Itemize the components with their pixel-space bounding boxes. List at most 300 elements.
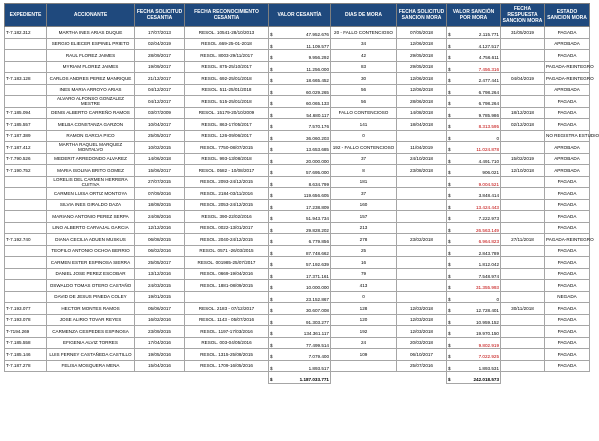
cell-valor-sancion: $ 4.127.517	[447, 38, 501, 50]
cell-fecha-respuesta	[501, 268, 545, 280]
cell-fecha-solicitud-sancion	[397, 176, 447, 188]
cell-fecha-solicitud: 17/07/2013	[135, 27, 185, 39]
cell-valor-sancion: $ 8.313.595	[447, 119, 501, 131]
header-fecha-solicitud-cesantia: FECHA SOLICITUD CESANTIA	[135, 4, 185, 27]
cell-accionante: HECTOR MONTES RAMOS	[47, 303, 135, 315]
cell-accionante: TEOFILO ANTONIO OCHOA BERRIO	[47, 245, 135, 257]
cell-estado: PAGADA	[545, 326, 590, 338]
cell-accionante: ALVARO ALFONSO GONZALEZ MESTRE	[47, 96, 135, 108]
cell-expediente: T-7.183.128	[5, 73, 47, 85]
cell-fecha-solicitud: 17/04/2016	[135, 337, 185, 349]
cell-estado: PAGADA	[545, 280, 590, 292]
cell-fecha-respuesta: 04/04/2019	[501, 73, 545, 85]
cell-fecha-reconocimiento: RESOL. 515-25/01/2018	[185, 96, 269, 108]
cell-fecha-solicitud-sancion: 14/08/2018	[397, 107, 447, 119]
cell-valor-cesantia: $ 13.653.685	[269, 142, 331, 154]
cell-fecha-solicitud-sancion: 20/03/2018	[397, 337, 447, 349]
cell-valor-sancion: $ 6.798.264	[447, 96, 501, 108]
cell-fecha-respuesta	[501, 222, 545, 234]
cell-valor-sancion: $ 4.756.611	[447, 50, 501, 62]
cell-fecha-solicitud-sancion: 12/03/2018	[397, 303, 447, 315]
cell-dias-mora: 37	[331, 188, 397, 200]
cell-estado: PAGADA-REINTEGRO	[545, 61, 590, 73]
cell-valor-cesantia: $ 30.607.008	[269, 303, 331, 315]
table-row	[5, 257, 590, 269]
cell-valor-cesantia: $ 17.371.161	[269, 268, 331, 280]
cell-valor-cesantia: $ 7.079.400	[269, 349, 331, 361]
cell-dias-mora: 192 - FALLO CONTENCIOSO	[331, 142, 397, 154]
cell-valor-sancion: $ 7.022.925	[447, 349, 501, 361]
cell-accionante: CARMENZA CESPEDES ESPINOSA	[47, 326, 135, 338]
cell-dias-mora: 16	[331, 257, 397, 269]
cell-valor-sancion: $ 2.843.789	[447, 245, 501, 257]
cell-valor-cesantia: $ 119.656.605	[269, 188, 331, 200]
cell-fecha-solicitud: 15/04/2016	[135, 360, 185, 372]
cell-fecha-respuesta	[501, 38, 545, 50]
cell-dias-mora: 278	[331, 234, 397, 246]
cell-expediente	[5, 96, 47, 108]
cell-fecha-solicitud: 23/09/2015	[135, 326, 185, 338]
table-row	[5, 38, 590, 50]
cell-fecha-solicitud: 24/03/2015	[135, 280, 185, 292]
cell-valor-cesantia: $ 87.748.662	[269, 245, 331, 257]
cell-valor-sancion: $ 2.115.771	[447, 27, 501, 39]
cell-expediente	[5, 61, 47, 73]
cell-expediente: T-7.187.412	[5, 142, 47, 154]
sancion-mora-table	[4, 3, 599, 384]
cell-valor-sancion: $ 13.424.443	[447, 199, 501, 211]
cell-fecha-reconocimiento: RESOL .669-25-01-2018	[185, 38, 269, 50]
cell-dias-mora: 25	[331, 245, 397, 257]
table-row	[5, 73, 590, 85]
cell-fecha-reconocimiento: RESOL. 8003-29/11/2017	[185, 50, 269, 62]
cell-fecha-solicitud: 07/09/2016	[135, 188, 185, 200]
cell-accionante: INES MARIA ARROYO ARIAS	[47, 84, 135, 96]
cell-fecha-reconocimiento: RESOL. 0582 - 10/08/2017	[185, 165, 269, 177]
cell-valor-sancion: $ 4.491.710	[447, 153, 501, 165]
cell-valor-sancion: $ 26.563.149	[447, 222, 501, 234]
cell-dias-mora	[331, 360, 397, 372]
cell-fecha-respuesta	[501, 130, 545, 142]
cell-estado: PAGADA	[545, 245, 590, 257]
cell-valor-cesantia: $ 23.152.867	[269, 291, 331, 303]
cell-fecha-solicitud: 21/12/2017	[135, 73, 185, 85]
cell-dias-mora: 56	[331, 84, 397, 96]
cell-valor-cesantia: $ 1.893.517	[269, 360, 331, 372]
header-estado-sancion: ESTADO SANCION MORA	[545, 4, 590, 27]
cell-fecha-solicitud-sancion: 18/04/2018	[397, 119, 447, 131]
cell-dias-mora: 34	[331, 38, 397, 50]
cell-expediente	[5, 176, 47, 188]
cell-valor-sancion: $ 31.355.993	[447, 280, 501, 292]
cell-fecha-solicitud: 28/09/2017	[135, 50, 185, 62]
cell-fecha-respuesta	[501, 280, 545, 292]
table-row	[5, 96, 590, 108]
cell-fecha-reconocimiento: RESOL. 0022-13/01/2017	[185, 222, 269, 234]
cell-fecha-solicitud: 05/06/2017	[135, 303, 185, 315]
cell-valor-sancion: $ 7.456.316	[447, 61, 501, 73]
cell-fecha-solicitud: 06/08/2015	[135, 234, 185, 246]
cell-accionante: MARTHA INES ARIAS DUQUE	[47, 27, 135, 39]
cell-expediente	[5, 211, 47, 223]
cell-expediente: T-7.185.558	[5, 337, 47, 349]
cell-valor-cesantia: $ 18.665.452	[269, 73, 331, 85]
cell-valor-cesantia: $ 7.570.176	[269, 119, 331, 131]
header-accionante: ACCIONANTE	[47, 4, 135, 27]
cell-fecha-solicitud: 10/02/2015	[135, 142, 185, 154]
cell-dias-mora: 181	[331, 176, 397, 188]
cell-valor-sancion: $ 9.802.919	[447, 337, 501, 349]
cell-expediente	[5, 245, 47, 257]
total-valor-sancion: $ 242.018.573	[447, 372, 501, 384]
cell-dias-mora: 120	[331, 314, 397, 326]
cell-valor-cesantia: $ 60.065.133	[269, 96, 331, 108]
cell-fecha-respuesta: 15/02/2019	[501, 153, 545, 165]
cell-expediente	[5, 50, 47, 62]
cell-dias-mora: 413	[331, 280, 397, 292]
cell-dias-mora: 30	[331, 73, 397, 85]
cell-valor-cesantia: $ 29.828.202	[269, 222, 331, 234]
cell-estado: PAGADA-REINTEGRO	[545, 73, 590, 85]
cell-estado: APROBADA	[545, 38, 590, 50]
cell-fecha-respuesta	[501, 291, 545, 303]
cell-fecha-solicitud-sancion	[397, 291, 447, 303]
cell-dias-mora: 192	[331, 326, 397, 338]
cell-accionante: DENIS ALBERTO CARREÑO RAMOS	[47, 107, 135, 119]
cell-dias-mora: 8	[331, 165, 397, 177]
cell-dias-mora: 109	[331, 349, 397, 361]
cell-fecha-solicitud-sancion: 07/05/2018	[397, 27, 447, 39]
sancion-mora-table-container	[4, 3, 599, 384]
cell-fecha-solicitud-sancion: 06/10/2017	[397, 349, 447, 361]
cell-dias-mora: 141	[331, 119, 397, 131]
cell-valor-cesantia: $ 91.303.277	[269, 314, 331, 326]
cell-accionante: MYRIAM FLOREZ JAIMES	[47, 61, 135, 73]
cell-fecha-solicitud: 25/05/2017	[135, 130, 185, 142]
cell-expediente	[5, 222, 47, 234]
cell-valor-sancion: $ 6.798.264	[447, 84, 501, 96]
totals-row	[5, 372, 590, 384]
cell-valor-sancion: $ 0	[447, 130, 501, 142]
table-row	[5, 314, 590, 326]
cell-estado: PAGADA	[545, 188, 590, 200]
cell-fecha-respuesta	[501, 96, 545, 108]
table-row	[5, 280, 590, 292]
table-row	[5, 50, 590, 62]
table-row	[5, 165, 590, 177]
cell-accionante: MARTHA RAQUEL MARQUEZ MONTALVO	[47, 142, 135, 154]
cell-fecha-reconocimiento: RESOL. 2053-24/12/2015	[185, 199, 269, 211]
cell-dias-mora: FALLO CONTENCIOSO	[331, 107, 397, 119]
cell-valor-sancion: $ 0	[447, 291, 501, 303]
cell-valor-cesantia: $ 54.680.117	[269, 107, 331, 119]
table-row	[5, 107, 590, 119]
header-dias-de-mora: DIAS DE MORA	[331, 4, 397, 27]
cell-fecha-reconocimiento: RESOL. 511-25/01/2018	[185, 84, 269, 96]
table-row	[5, 130, 590, 142]
cell-dias-mora: 0	[331, 130, 397, 142]
cell-fecha-reconocimiento: RESOL. 0571 -26/03/2015	[185, 245, 269, 257]
header-fecha-reconocimiento-cesantia: FECHA RECONOCIMIENTO CESANTIA	[185, 4, 269, 27]
cell-fecha-solicitud-sancion	[397, 257, 447, 269]
cell-dias-mora: 157	[331, 211, 397, 223]
cell-fecha-reconocimiento: RESOL. 10541-28/10/2013	[185, 27, 269, 39]
cell-valor-cesantia: $ 20.000.000	[269, 153, 331, 165]
cell-fecha-respuesta	[501, 337, 545, 349]
cell-estado: APROBADA	[545, 165, 590, 177]
cell-accionante: LINO ALBERTO CARVAJAL GARCIA	[47, 222, 135, 234]
cell-valor-cesantia: $ 6.779.856	[269, 234, 331, 246]
cell-fecha-respuesta: 02/12/2018	[501, 119, 545, 131]
cell-estado: PAGADA	[545, 119, 590, 131]
cell-valor-sancion: $ 906.021	[447, 165, 501, 177]
cell-valor-sancion: $ 1.812.042	[447, 257, 501, 269]
cell-accionante: SERGIO ELIECER ESPINEL PRIETO	[47, 38, 135, 50]
cell-expediente: T-7.790.526	[5, 153, 47, 165]
cell-fecha-respuesta	[501, 360, 545, 372]
cell-fecha-reconocimiento: RESOL. 1197-17/03/2016	[185, 326, 269, 338]
cell-fecha-solicitud: 13/12/2016	[135, 268, 185, 280]
cell-expediente: T-7.185.094	[5, 107, 47, 119]
cell-valor-sancion: $ 11.024.878	[447, 142, 501, 154]
cell-dias-mora: 128	[331, 303, 397, 315]
cell-accionante: CARMEN ESTER ESPINOSA SIERRA	[47, 257, 135, 269]
cell-fecha-solicitud: 19/05/2016	[135, 349, 185, 361]
cell-fecha-solicitud: 12/12/2016	[135, 222, 185, 234]
cell-valor-cesantia: $ 51.943.734	[269, 211, 331, 223]
cell-estado: PAGADA	[545, 337, 590, 349]
cell-fecha-reconocimiento: RESOL. 2184-03/11/2016	[185, 188, 269, 200]
header-valor-cesantia: VALOR CESANTÍA	[269, 4, 331, 27]
cell-valor-sancion: $ 1.893.531	[447, 360, 501, 372]
cell-fecha-reconocimiento: RESOL. 2040-24/12/2015	[185, 234, 269, 246]
cell-estado: PAGADA	[545, 176, 590, 188]
cell-expediente	[5, 199, 47, 211]
cell-accionante: DIANA CECILIA ADUEN MUSKUS	[47, 234, 135, 246]
cell-estado: PAGADA	[545, 268, 590, 280]
cell-fecha-respuesta	[501, 349, 545, 361]
cell-fecha-reconocimiento: RESOL. 863-17/05/2017	[185, 119, 269, 131]
cell-fecha-solicitud: 04/12/2017	[135, 84, 185, 96]
cell-valor-sancion: $ 3.848.414	[447, 188, 501, 200]
cell-valor-cesantia: $ 8.634.799	[269, 176, 331, 188]
cell-estado: APROBADA	[545, 153, 590, 165]
cell-fecha-reconocimiento: RESOL. 692-25/01/2018	[185, 73, 269, 85]
cell-fecha-solicitud-sancion: 24/10/2018	[397, 153, 447, 165]
cell-estado: APROBADA	[545, 84, 590, 96]
cell-fecha-solicitud-sancion: 12/06/2018	[397, 84, 447, 96]
cell-fecha-solicitud: 15/06/2017	[135, 165, 185, 177]
cell-fecha-solicitud: 10/04/2017	[135, 119, 185, 131]
table-row	[5, 199, 590, 211]
cell-accionante: MEDERIT ARREDONDO ALVAREZ	[47, 153, 135, 165]
cell-expediente	[5, 257, 47, 269]
cell-fecha-solicitud-sancion: 29/05/2018	[397, 61, 447, 73]
cell-fecha-respuesta	[501, 257, 545, 269]
header-expediente: EXPEDIENTE	[5, 4, 47, 27]
cell-valor-cesantia: $ 9.956.292	[269, 50, 331, 62]
cell-fecha-solicitud-sancion: 12/06/2018	[397, 38, 447, 50]
cell-dias-mora: 160	[331, 199, 397, 211]
table-row	[5, 222, 590, 234]
cell-fecha-respuesta	[501, 84, 545, 96]
cell-fecha-reconocimiento: RESOL. 1709-16/05/2016	[185, 360, 269, 372]
cell-fecha-solicitud-sancion	[397, 280, 447, 292]
cell-estado: PAGADA	[545, 107, 590, 119]
cell-accionante: OSWALDO TOMAS OTERO CASTAÑO	[47, 280, 135, 292]
cell-fecha-respuesta: 12/10/2018	[501, 165, 545, 177]
header-valor-sancion: VALOR SANCIÓN POR MORA	[447, 4, 501, 27]
table-row	[5, 119, 590, 131]
cell-expediente: T-7.193.077	[5, 303, 47, 315]
cell-fecha-respuesta: 30/11/2018	[501, 303, 545, 315]
cell-expediente: T-7.187.389	[5, 130, 47, 142]
cell-fecha-solicitud: 03/07/2009	[135, 107, 185, 119]
cell-accionante: CARMEN LUISA ORTIZ MONTOYA	[47, 188, 135, 200]
cell-fecha-reconocimiento: RESOL. 126-09/06/2017	[185, 130, 269, 142]
cell-fecha-solicitud-sancion	[397, 222, 447, 234]
cell-fecha-solicitud-sancion: 23/08/2018	[397, 165, 447, 177]
cell-accionante: LUIS FERNEY CASTAÑEDA CASTILLO	[47, 349, 135, 361]
cell-dias-mora: 79	[331, 268, 397, 280]
table-row	[5, 337, 590, 349]
cell-estado: PAGADA	[545, 360, 590, 372]
cell-expediente: T-7.192.740	[5, 234, 47, 246]
cell-fecha-reconocimiento: RESOL. 15179-20/10/2009	[185, 107, 269, 119]
cell-accionante: RAUL FLOREZ JAIMES	[47, 50, 135, 62]
cell-fecha-respuesta	[501, 211, 545, 223]
cell-valor-cesantia: $ 77.499.514	[269, 337, 331, 349]
cell-fecha-solicitud: 06/02/2016	[135, 245, 185, 257]
cell-valor-sancion: $ 6.964.823	[447, 234, 501, 246]
cell-fecha-respuesta	[501, 142, 545, 154]
table-row	[5, 245, 590, 257]
cell-dias-mora: 42	[331, 50, 397, 62]
cell-valor-sancion: $ 7.222.973	[447, 211, 501, 223]
total-valor-cesantia: $ 1.187.033.771	[269, 372, 331, 384]
cell-fecha-respuesta	[501, 61, 545, 73]
cell-fecha-solicitud-sancion: 12/03/2018	[397, 314, 447, 326]
cell-estado: PAGADA	[545, 27, 590, 39]
table-row	[5, 188, 590, 200]
cell-fecha-solicitud-sancion: 25/07/2016	[397, 360, 447, 372]
cell-expediente	[5, 84, 47, 96]
cell-fecha-respuesta	[501, 50, 545, 62]
cell-accionante: LORELIS DEL CARMEN HERRERA CUITIVA	[47, 176, 135, 188]
cell-estado: PAGADA-REINTEGRO	[545, 234, 590, 246]
table-row	[5, 142, 590, 154]
cell-fecha-solicitud: 27/07/2015	[135, 176, 185, 188]
cell-estado: PAGADA	[545, 349, 590, 361]
cell-fecha-reconocimiento	[185, 291, 269, 303]
cell-dias-mora: 24	[331, 337, 397, 349]
cell-fecha-solicitud: 24/08/2016	[135, 211, 185, 223]
table-row	[5, 349, 590, 361]
cell-expediente	[5, 291, 47, 303]
cell-valor-cesantia: $ 11.256.000	[269, 61, 331, 73]
cell-valor-sancion: $ 10.959.152	[447, 314, 501, 326]
cell-fecha-solicitud-sancion	[397, 245, 447, 257]
cell-fecha-respuesta: 18/12/2018	[501, 107, 545, 119]
cell-expediente	[5, 188, 47, 200]
table-body	[5, 27, 599, 372]
table-row	[5, 303, 590, 315]
cell-fecha-respuesta	[501, 199, 545, 211]
cell-fecha-reconocimiento: RESOL. 1881-08/09/2015	[185, 280, 269, 292]
cell-estado: PAGADA	[545, 50, 590, 62]
cell-fecha-solicitud-sancion	[397, 199, 447, 211]
cell-fecha-respuesta	[501, 314, 545, 326]
cell-fecha-solicitud: 02/04/2019	[135, 38, 185, 50]
header-fecha-respuesta-sancion: FECHA RESPUESTA SANCION MORA	[501, 4, 545, 27]
cell-fecha-solicitud-sancion	[397, 268, 447, 280]
cell-valor-cesantia: $ 11.109.577	[269, 38, 331, 50]
cell-fecha-solicitud: 19/01/2015	[135, 291, 185, 303]
cell-fecha-reconocimiento: RESOL. 7750-08/07/2015	[185, 142, 269, 154]
cell-fecha-solicitud: 25/05/2017	[135, 257, 185, 269]
cell-expediente: T-7.187.278	[5, 360, 47, 372]
cell-expediente	[5, 268, 47, 280]
cell-fecha-reconocimiento: RESOL. 001985-25/07/2017	[185, 257, 269, 269]
cell-fecha-solicitud: 19/09/2017	[135, 61, 185, 73]
cell-fecha-reconocimiento: RESOL. 2183 - 07/12/2017	[185, 303, 269, 315]
table-row	[5, 326, 590, 338]
cell-dias-mora: 213	[331, 222, 397, 234]
cell-accionante: JOSE ALIRIO TOVAR REYES	[47, 314, 135, 326]
cell-fecha-solicitud-sancion: 28/06/2018	[397, 96, 447, 108]
cell-fecha-respuesta	[501, 326, 545, 338]
cell-accionante: MELBA CONSTANZA GARZON	[47, 119, 135, 131]
cell-accionante: EFIGENIA ALVIZ TORRES	[47, 337, 135, 349]
cell-estado: PAGADA	[545, 96, 590, 108]
cell-valor-cesantia: $ 17.238.809	[269, 199, 331, 211]
cell-fecha-reconocimiento: RESOL. 2093-24/12/2015	[185, 176, 269, 188]
cell-accionante: DANIEL JOSE PEREZ ESCOBAR	[47, 268, 135, 280]
cell-accionante: DAVID DE JESUS PINEDA COLEY	[47, 291, 135, 303]
cell-accionante: CARLOS ANDRES PEREZ MANRIQUE	[47, 73, 135, 85]
cell-fecha-solicitud-sancion: 11/04/2019	[397, 142, 447, 154]
cell-dias-mora: 20 - FALLO CONTENCIOSO	[331, 27, 397, 39]
table-row	[5, 211, 590, 223]
cell-accionante: RAMON GARCIA PICO	[47, 130, 135, 142]
cell-valor-sancion: $ 7.548.974	[447, 268, 501, 280]
cell-fecha-solicitud-sancion	[397, 188, 447, 200]
cell-accionante: MARIANO ANTONIO PEREZ SERPA	[47, 211, 135, 223]
cell-fecha-respuesta	[501, 245, 545, 257]
cell-estado: PAGADA	[545, 303, 590, 315]
cell-fecha-solicitud-sancion: 12/06/2018	[397, 73, 447, 85]
cell-estado: APROBADA	[545, 142, 590, 154]
cell-expediente	[5, 280, 47, 292]
cell-estado: NO REGISTRA ESTUDIO	[545, 130, 590, 142]
cell-valor-cesantia: $ 36.060.203	[269, 130, 331, 142]
table-row	[5, 291, 590, 303]
table-row	[5, 234, 590, 246]
cell-fecha-solicitud: 04/12/2017	[135, 96, 185, 108]
cell-estado: PAGADA	[545, 257, 590, 269]
cell-estado: PAGADA	[545, 199, 590, 211]
table-header-row	[5, 4, 590, 27]
cell-fecha-solicitud-sancion: 29/05/2018	[397, 50, 447, 62]
cell-valor-cesantia: $ 134.361.117	[269, 326, 331, 338]
cell-fecha-reconocimiento: RESOL. 1143 - 05/07/2016	[185, 314, 269, 326]
cell-valor-sancion: $ 12.728.401	[447, 303, 501, 315]
cell-valor-sancion: $ 19.970.150	[447, 326, 501, 338]
cell-fecha-respuesta	[501, 188, 545, 200]
table-row	[5, 27, 590, 39]
cell-fecha-reconocimiento: RESOL. 993-13/08/2018	[185, 153, 269, 165]
cell-fecha-reconocimiento: RESOL. 390-22/02/2016	[185, 211, 269, 223]
